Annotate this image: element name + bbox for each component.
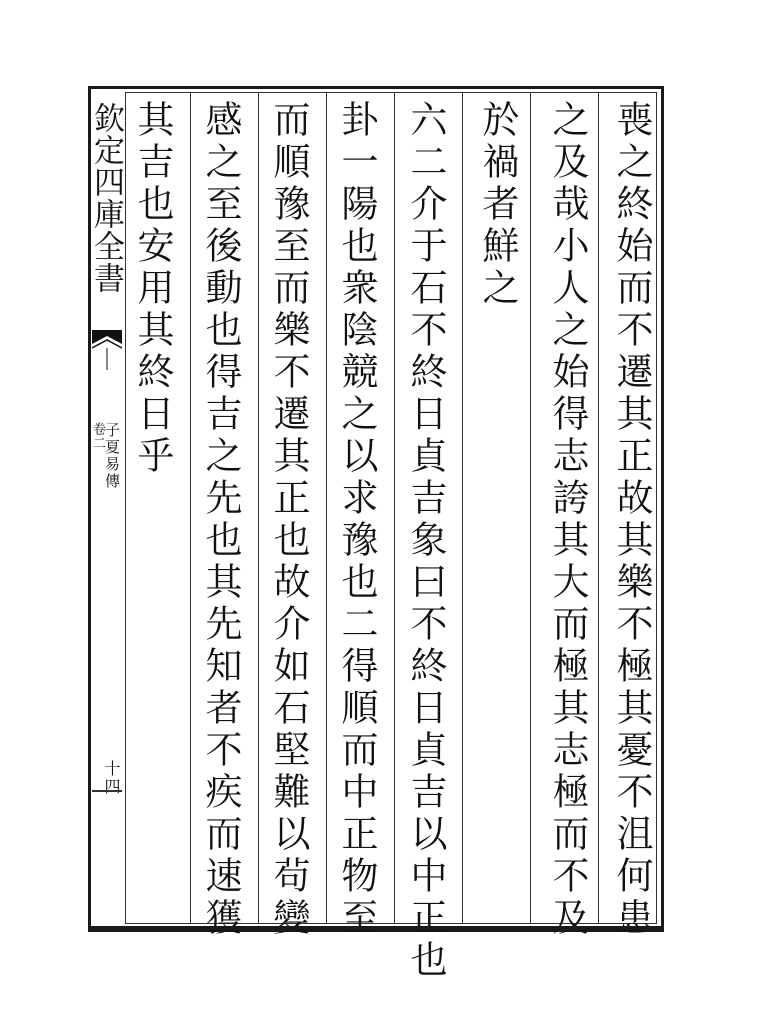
text-column: 而順豫至而樂不遷其正也故介如石堅難以茍變 bbox=[267, 100, 310, 940]
column-rule bbox=[394, 92, 395, 924]
text-column: 其吉也安用其終日乎 bbox=[131, 100, 174, 478]
text-column: 卦一陽也衆陰競之以求豫也二得順而中正物至 bbox=[335, 100, 378, 940]
collection-title: 欽定四庫全書 bbox=[88, 102, 124, 294]
text-column: 喪之終始而不遷其正故其樂不極其憂不沮何患 bbox=[610, 100, 653, 940]
column-rule bbox=[190, 92, 191, 924]
volume-number: 卷二 bbox=[90, 422, 105, 450]
text-column: 於禍者鮮之 bbox=[476, 100, 519, 310]
column-rule bbox=[462, 92, 463, 924]
column-rule bbox=[326, 92, 327, 924]
bottom-border bbox=[90, 926, 662, 930]
text-column: 六二介于石不終日貞吉象曰不終日貞吉以中正也 bbox=[404, 100, 447, 982]
column-rule bbox=[598, 92, 599, 924]
text-column: 感之至後動也得吉之先也其先知者不疾而速獲 bbox=[199, 100, 242, 940]
text-column: 之及哉小人之始得志誇其大而極其志極而不及 bbox=[546, 100, 589, 940]
column-rule bbox=[258, 92, 259, 924]
page-number-rule bbox=[92, 790, 122, 792]
fishtail-mark-icon bbox=[92, 330, 122, 370]
column-rule bbox=[530, 92, 531, 924]
book-title: 子夏易傳 bbox=[103, 422, 121, 490]
page-number: 十四 bbox=[102, 760, 121, 796]
